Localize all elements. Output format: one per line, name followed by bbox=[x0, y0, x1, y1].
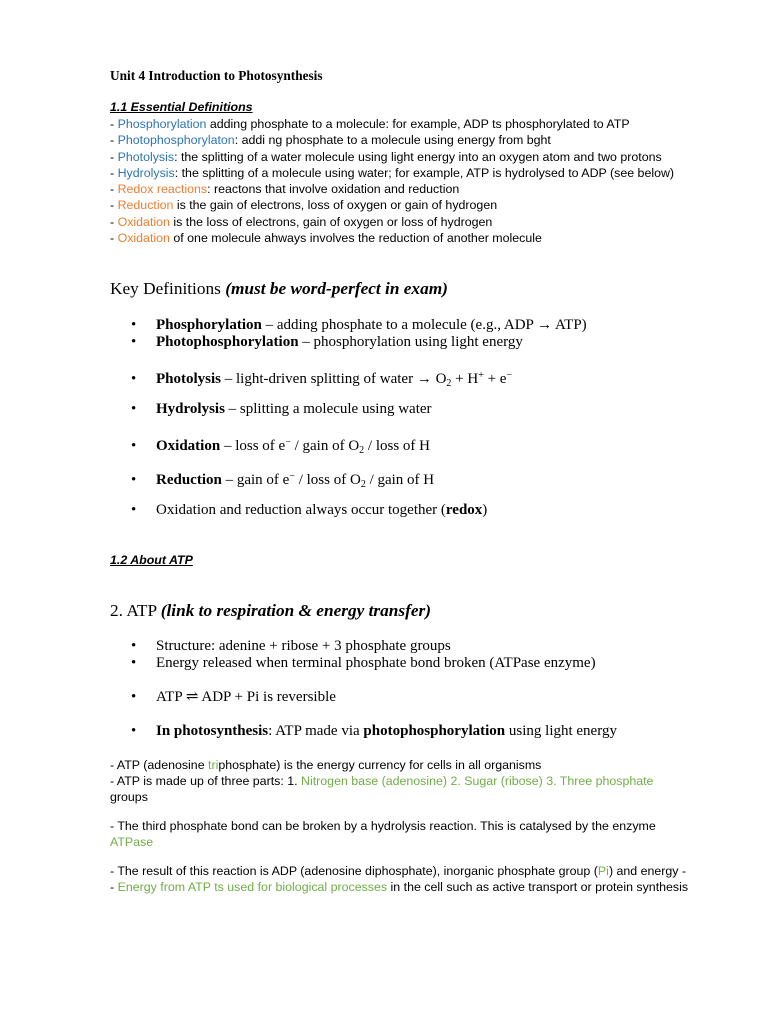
essential-definitions-list bbox=[110, 116, 674, 246]
definition-term: Photophosphorylaton bbox=[117, 133, 235, 148]
definition-line: - Hydrolysis: the splitting of a molecule using water; for example, ATP is hydrolysed to ADP (see below) bbox=[110, 165, 675, 180]
bullet-icon: • bbox=[131, 317, 137, 333]
definition-line: - Phosphorylation adding phosphate to a molecule: for example, ADP ts phosphorylated to ATP bbox=[110, 117, 630, 131]
bullet-photophosphorylation: • Photophosphorylation – phosphorylation using light energy bbox=[131, 334, 523, 350]
atp-note-line: - Energy from ATP ts used for biological processes in the cell such as active transport or protein synthesis bbox=[110, 880, 689, 894]
definition-term: Redox reactions bbox=[117, 182, 208, 197]
definition-term: Reduction bbox=[117, 198, 174, 213]
bullet-icon: • bbox=[131, 502, 137, 518]
section-heading-about-atp: 1.2 About ATP bbox=[110, 553, 193, 567]
bullet-atp-energy: • Energy released when terminal phosphate bond broken (ATPase enzyme) bbox=[131, 655, 596, 671]
document-title: Unit 4 Introduction to Photosynthesis bbox=[110, 68, 323, 83]
bullet-icon: • bbox=[131, 638, 137, 654]
bullet-icon: • bbox=[131, 371, 137, 387]
bullet-hydrolysis: • Hydrolysis – splitting a molecule using water bbox=[131, 401, 432, 417]
bullet-icon: • bbox=[131, 689, 137, 705]
bullet-icon: • bbox=[131, 401, 137, 417]
bullet-icon: • bbox=[131, 334, 137, 350]
definition-term: Oxidation bbox=[117, 231, 170, 246]
bullet-atp-reversible: • ATP ⇌ ADP + Pi is reversible bbox=[131, 689, 336, 705]
definition-line: - Oxidation is the loss of electrons, gain of oxygen or loss of hydrogen bbox=[110, 214, 493, 229]
definition-line: - Redox reactions: reactons that involve oxidation and reduction bbox=[110, 182, 460, 197]
definition-line: - Photophosphorylaton: addi ng phosphate to a molecule using energy from bght bbox=[110, 133, 551, 148]
bullet-redox: • Oxidation and reduction always occur together (redox) bbox=[131, 502, 488, 518]
atp-heading: 2. ATP (link to respiration & energy transfer) bbox=[110, 601, 432, 620]
bullet-icon: • bbox=[131, 723, 137, 739]
definition-line: - Reduction is the gain of electrons, loss of oxygen or gain of hydrogen bbox=[110, 198, 498, 213]
definition-term: Oxidation bbox=[117, 214, 170, 229]
atp-note-line: - The result of this reaction is ADP (adenosine diphosphate), inorganic phosphate group (Pi) and energy - bbox=[110, 864, 687, 878]
definition-term: Hydrolysis bbox=[117, 165, 175, 180]
bullet-photolysis: • Photolysis – light-driven splitting of water → $O_2 + H^+ + e^-$ bbox=[131, 370, 513, 389]
atp-note-line: - The third phosphate bond can be broken by a hydrolysis reaction. This is catalysed by the enzyme bbox=[110, 819, 656, 833]
bullet-atp-structure: • Structure: adenine + ribose + 3 phosphate groups bbox=[131, 638, 451, 654]
bullet-phosphorylation: • Phosphorylation – adding phosphate to a molecule (e.g., ADP → ATP) bbox=[131, 317, 587, 333]
atp-note-line: - ATP is made up of three parts: 1. Nitrogen base (adenosine) 2. Sugar (ribose) 3. Three phosphate bbox=[110, 774, 654, 788]
bullet-oxidation: • Oxidation – loss of e− / gain of $O_2$ / loss of H bbox=[131, 437, 430, 456]
bullet-reduction: • Reduction – gain of e− / loss of $O_2$ / gain of H bbox=[131, 471, 435, 490]
atp-note-line: groups bbox=[110, 790, 148, 804]
definition-line: - Photolysis: the splitting of a water molecule using light energy into an oxygen atom and two protons bbox=[110, 149, 662, 164]
section-heading-essential-definitions: 1.1 Essential Definitions bbox=[110, 100, 253, 114]
bullet-icon: • bbox=[131, 655, 137, 671]
bullet-icon: • bbox=[131, 438, 137, 454]
key-definitions-heading: Key Definitions (must be word-perfect in exam) bbox=[110, 279, 448, 298]
definition-term: Phosphorylation bbox=[117, 117, 207, 131]
atp-note-line: - ATP (adenosine triphosphate) is the energy currency for cells in all organisms bbox=[110, 758, 542, 772]
bullet-atp-photosynthesis: • In photosynthesis: ATP made via photophosphorylation using light energy bbox=[131, 723, 617, 739]
definition-line: - Oxidation of one molecule ahways involves the reduction of another molecule bbox=[110, 231, 542, 246]
definition-term: Photolysis bbox=[117, 149, 175, 164]
atp-note-line: ATPase bbox=[110, 835, 154, 849]
bullet-icon: • bbox=[131, 472, 137, 488]
